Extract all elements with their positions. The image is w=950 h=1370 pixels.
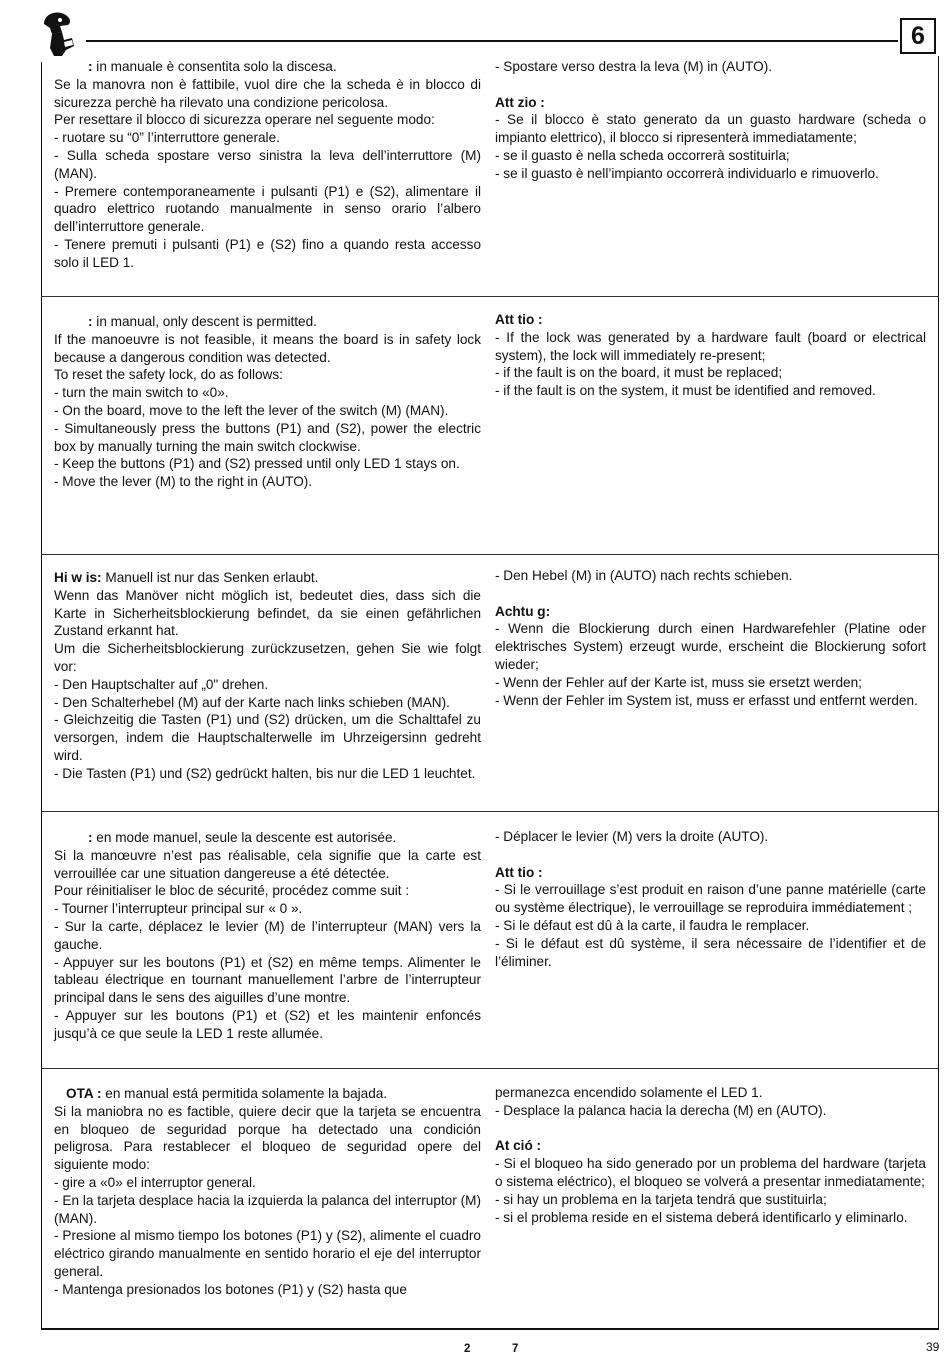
paragraph: - Gleichzeitig die Tasten (P1) und (S2) drücken, um die Schalttafel zu versorgen, indem die Hauptschalterwelle im Uhrzeigersinn gedreht wird.: [54, 712, 481, 763]
footer-code-b: 7: [512, 1343, 519, 1355]
section-divider: [41, 811, 939, 812]
section-lead: Hi w is: Manuell ist nur das Senken erlaubt.: [54, 570, 319, 585]
section-divider: [41, 1068, 939, 1069]
frame-bottom-border: [41, 1328, 939, 1330]
page-number: 39: [926, 1340, 940, 1354]
paragraph: - turn the main switch to «0».: [54, 385, 229, 401]
section-en-right: [495, 311, 926, 400]
paragraph: - Se il blocco è stato generato da un guasto hardware (scheda o impianto elettrico), il blocco si ripresenterà immediatamente;: [495, 112, 926, 146]
paragraph: Pour réinitialiser le bloc de sécurité, procédez comme suit :: [54, 883, 410, 899]
paragraph: - Den Hebel (M) in (AUTO) nach rechts schieben.: [495, 568, 793, 583]
paragraph: Si la manœuvre n’est pas réalisable, cela signifie que la carte est verrouillée car une situation dangereuse a été détectée.: [54, 847, 481, 881]
section-lead: : in manuale è consentita solo la discesa.: [88, 59, 337, 74]
paragraph: permanezca encendido solamente el LED 1.: [495, 1085, 763, 1100]
paragraph: - Sur la carte, déplacez le levier (M) de l’interrupteur (MAN) vers la gauche.: [54, 918, 481, 952]
paragraph: - si el problema reside en el sistema deberá identificarlo y eliminarlo.: [495, 1209, 908, 1225]
frame-left-border: [41, 62, 42, 1329]
section-it-left: [54, 58, 481, 272]
paragraph: Wenn das Manöver nicht möglich ist, bedeutet dies, dass sich die Karte in Sicherheitsblockierung befindet, da sie einen gefährlichen Zustand erkannt hat.: [54, 587, 481, 639]
paragraph: - Tourner l’interrupteur principal sur « 0 ».: [54, 901, 303, 917]
paragraph: - Déplacer le levier (M) vers la droite (AUTO).: [495, 829, 769, 844]
chapter-number: 6: [900, 18, 936, 54]
paragraph: If the manoeuvre is not feasible, it means the board is in safety lock because a dangerous condition was detected.: [54, 331, 481, 365]
section-es-left: [54, 1085, 481, 1299]
footer-code-a: 2: [464, 1343, 471, 1355]
paragraph: - Den Schalterhebel (M) auf der Karte nach links schieben (MAN).: [54, 694, 450, 710]
paragraph: - Move the lever (M) to the right in (AUTO).: [54, 474, 313, 490]
paragraph: - Si le défaut est dû à la carte, il faudra le remplacer.: [495, 917, 810, 933]
frame-right-border: [938, 56, 939, 1329]
attention-heading: Att tio :: [495, 864, 543, 880]
paragraph: - ruotare su “0” l’interruttore generale.: [54, 130, 280, 146]
paragraph: - se il guasto è nella scheda occorrerà sostituirla;: [495, 147, 790, 163]
brand-logo-icon: [38, 10, 80, 56]
paragraph: - Wenn der Fehler auf der Karte ist, muss sie ersetzt werden;: [495, 674, 862, 690]
section-divider: [41, 296, 939, 297]
paragraph: - Sulla scheda spostare verso sinistra la leva dell’interruttore (M) (MAN).: [54, 147, 481, 181]
paragraph: - Si le défaut est dû système, il sera nécessaire de l’identifier et de l’éliminer.: [495, 935, 926, 969]
section-it-right: [495, 58, 926, 183]
paragraph: - Desplace la palanca hacia la derecha (M) en (AUTO).: [495, 1102, 827, 1118]
paragraph: - if the fault is on the board, it must be replaced;: [495, 365, 783, 381]
paragraph: Per resettare il blocco di sicurezza operare nel seguente modo:: [54, 112, 435, 128]
attention-heading: Achtu g:: [495, 603, 551, 619]
section-de-left: [54, 569, 481, 783]
section-fr-right: [495, 828, 926, 970]
section-lead: OTA : en manual está permitida solamente la bajada.: [66, 1086, 388, 1101]
header-rule: [86, 40, 898, 42]
attention-heading: Att zio :: [495, 94, 545, 110]
paragraph: - Mantenga presionados los botones (P1) y (S2) hasta que: [54, 1281, 407, 1297]
attention-heading: At ció :: [495, 1138, 542, 1154]
paragraph: - Wenn die Blockierung durch einen Hardwarefehler (Platine oder elektrisches System) erzeugt wurde, erscheint die Blockierung sofort wieder;: [495, 621, 926, 672]
paragraph: Se la manovra non è fattibile, vuol dire che la scheda è in blocco di sicurezza perchè ha rilevato una condizione pericolosa.: [54, 76, 481, 110]
attention-heading: Att tio :: [495, 312, 543, 327]
paragraph: - Spostare verso destra la leva (M) in (AUTO).: [495, 59, 772, 74]
section-es-right: [495, 1084, 926, 1226]
paragraph: - Wenn der Fehler im System ist, muss er erfasst und entfernt werden.: [495, 692, 918, 708]
paragraph: - Appuyer sur les boutons (P1) et (S2) et les maintenir enfoncés jusqu’à ce que seule la LED 1 reste allumée.: [54, 1007, 481, 1041]
paragraph: Si la maniobra no es factible, quiere decir que la tarjeta se encuentra en bloqueo de seguridad porque ha detectado una condición peligrosa. Para restablecer el bloqueo de seguridad opere del siguiente modo:: [54, 1103, 481, 1173]
paragraph: - gire a «0» el interruptor general.: [54, 1174, 256, 1190]
paragraph: - Den Hauptschalter auf „0" drehen.: [54, 676, 269, 692]
paragraph: - Premere contemporaneamente i pulsanti (P1) e (S2), alimentare il quadro elettrico ruotando manualmente in senso orario l’albero dell’interruttore generale.: [54, 183, 481, 235]
paragraph: Um die Sicherheitsblockierung zurückzusetzen, gehen Sie wie folgt vor:: [54, 641, 481, 674]
paragraph: - si hay un problema en la tarjeta tendrá que sustituirla;: [495, 1191, 827, 1207]
paragraph: - Keep the buttons (P1) and (S2) pressed until only LED 1 stays on.: [54, 456, 460, 472]
paragraph: - Simultaneously press the buttons (P1) and (S2), power the electric box by manually turning the main switch clockwise.: [54, 420, 481, 454]
section-de-right: [495, 567, 926, 709]
section-divider: [41, 554, 939, 555]
section-fr-left: [54, 829, 481, 1043]
paragraph: - Appuyer sur les boutons (P1) et (S2) en même temps. Alimenter le tableau électrique en tournant manuellement l’arbre de l’interrupteur principal dans le sens des aiguilles d’une montre.: [54, 954, 481, 1006]
paragraph: - Presione al mismo tiempo los botones (P1) y (S2), alimente el cuadro eléctrico girando manualmente en sentido horario el eje del interruptor general.: [54, 1228, 481, 1279]
paragraph: To reset the safety lock, do as follows:: [54, 367, 283, 383]
paragraph: - se il guasto è nell’impianto occorrerà individuarlo e rimuoverlo.: [495, 165, 879, 181]
paragraph: - If the lock was generated by a hardware fault (board or electrical system), the lock will immediately re-present;: [495, 329, 926, 363]
section-lead: : in manual, only descent is permitted.: [88, 314, 317, 329]
paragraph: - Si el bloqueo ha sido generado por un problema del hardware (tarjeta o sistema eléctrico), el bloqueo se volverá a presentar inmediatamente;: [495, 1156, 926, 1189]
paragraph: - On the board, move to the left the lever of the switch (M) (MAN).: [54, 402, 449, 418]
paragraph: - if the fault is on the system, it must be identified and removed.: [495, 383, 876, 399]
paragraph: - Die Tasten (P1) und (S2) gedrückt halten, bis nur die LED 1 leuchtet.: [54, 765, 476, 781]
paragraph: - Tenere premuti i pulsanti (P1) e (S2) fino a quando resta accesso solo il LED 1.: [54, 236, 481, 270]
section-en-left: [54, 313, 481, 491]
paragraph: - Si le verrouillage s’est produit en raison d’une panne matérielle (carte ou système électrique), le verrouillage se reproduira immédiatement ;: [495, 882, 926, 916]
section-lead: : en mode manuel, seule la descente est autorisée.: [88, 830, 397, 845]
paragraph: - En la tarjeta desplace hacia la izquierda la palanca del interruptor (M) (MAN).: [54, 1192, 481, 1226]
